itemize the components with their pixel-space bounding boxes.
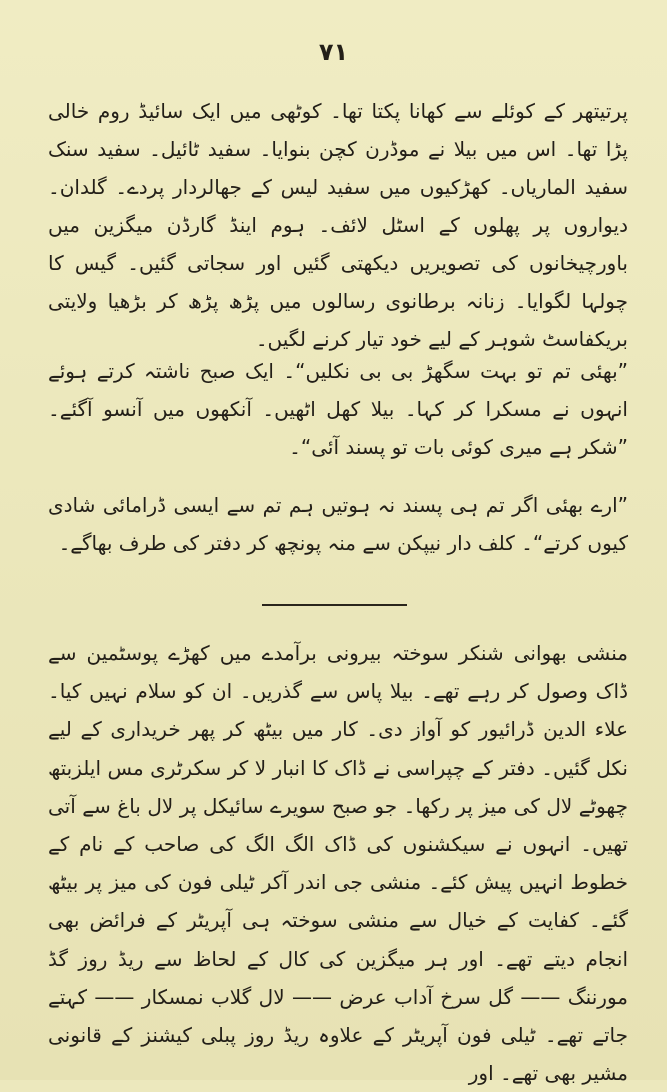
section-divider bbox=[262, 604, 407, 606]
paragraph-kitchen: پرتیتھر کے کوئلے سے کھانا پکتا تھا۔ کوٹھی میں ایک سائیڈ روم خالی پڑا تھا۔ اس میں بیلا نے موڈرن کچن بنوایا۔ سفید ٹائیل۔ سفید سنک سفید الماریاں۔ کھڑکیوں میں سفید لیس کے جھالردار پردے۔ گلدان۔ دیواروں پر پھلوں کے اسٹل لائف۔ ہوم اینڈ گارڈن میگزین میں باورچیخانوں کی تصویریں دیکھتی گئیں اور سجاتی گئیں۔ گیس کا چولہا لگوایا۔ زنانہ برطانوی رسالوں میں پڑھ پڑھ کر بڑھیا ولایتی بریکفاسٹ شوہر کے لیے خود تیار کرنے لگیں۔ bbox=[48, 99, 628, 351]
paragraph-munshi: منشی بھوانی شنکر سوختہ بیرونی برآمدے میں کھڑے پوسٹمین سے ڈاک وصول کر رہے تھے۔ بیلا پاس سے گذریں۔ ان کو سلام نہیں کیا۔ علاء الدین ڈرائیور کو آواز دی۔ کار میں بیٹھ کر پھر خریداری کے لیے نکل گئیں۔ دفتر کے چپراسی نے ڈاک کا انبار لا کر سکرٹری مس ایلزبتھ چھوٹے لال کی میز پر رکھا۔ جو صبح سویرے سائیکل پر لال باغ سے آتی تھیں۔ انہوں نے سیکشنوں کی ڈاک الگ الگ کی صاحب کے نام کے خطوط انہیں پیش کئے۔ منشی جی اندر آکر ٹیلی فون کی میز پر بیٹھ گئے۔ کفایت کے خیال سے منشی سوختہ ہی آپریٹر کے فرائض بھی انجام دیتے تھے۔ اور ہر میگزین کی کال کے لحاظ سے ریڈ روز گڈ مورننگ —— گل سرخ آداب عرض —— لال گلاب نمسکار —— کہتے جاتے تھے۔ ٹیلی فون آپریٹر کے علاوہ ریڈ روز پبلی کیشنز کے قانونی مشیر بھی تھے۔ اور bbox=[48, 641, 628, 1086]
paragraph-reply: ”ارے بھئی اگر تم ہی پسند نہ ہوتیں ہم تم سے ایسی ڈرامائی شادی کیوں کرتے“۔ کلف دار نیپکن سے منہ پونچھ کر دفتر کی طرف بھاگے۔ bbox=[48, 493, 628, 555]
page-number: ٧١ bbox=[318, 38, 349, 66]
paragraph-breakfast: ”بھئی تم تو بہت سگھڑ بی بی نکلیں“۔ ایک صبح ناشتہ کرتے ہوئے انہوں نے مسکرا کر کہا۔ بیلا کھل اٹھیں۔ آنکھوں میں آنسو آگئے۔ ”شکر ہے میری کوئی بات تو پسند آئی“۔ bbox=[48, 359, 628, 459]
